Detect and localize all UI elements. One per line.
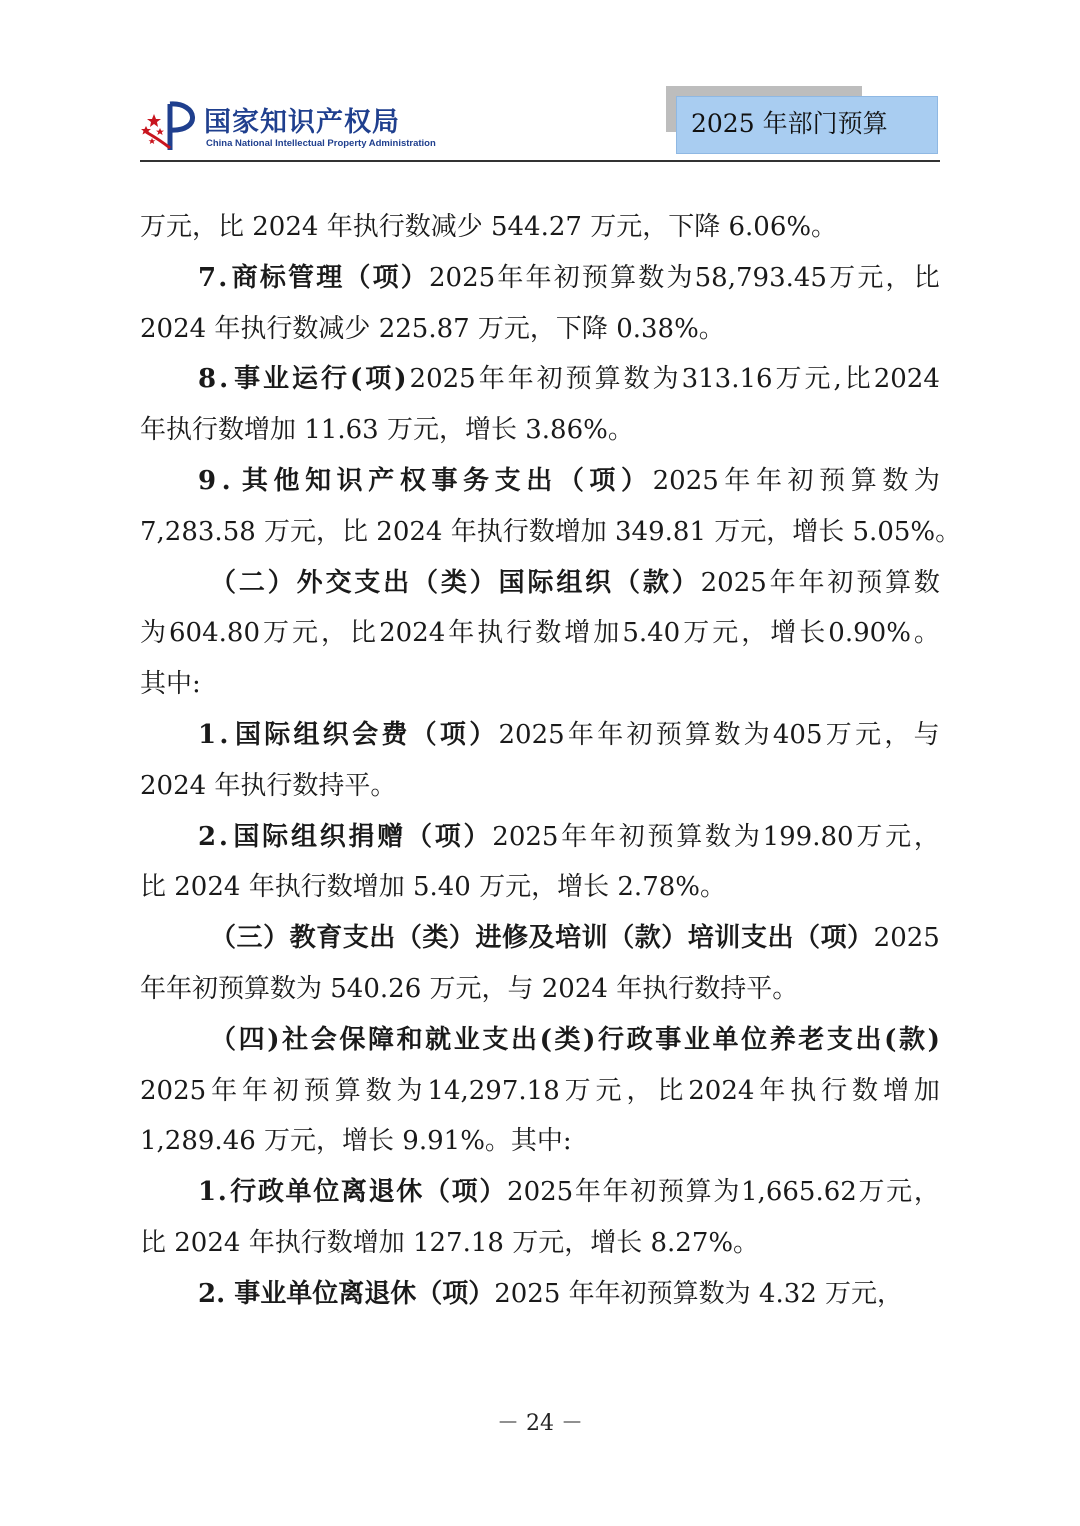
text-line	[140, 405, 940, 456]
text-line: （ 二 ） 外 交 支 出 （ 类 ） 国 际 组 织 （ 款 ） 2025 年 年 初 预 算 数	[210, 567, 940, 598]
page-header	[140, 84, 940, 164]
line-text: 7,283.58 万元，比 2024 年执行数增加 349.81 万元，增长 5.05%。	[140, 516, 962, 547]
text-line	[140, 202, 940, 253]
text-line	[140, 1269, 940, 1320]
text-line	[140, 507, 962, 558]
header-rule	[140, 160, 940, 162]
paragraph	[140, 1015, 940, 1167]
text-line: 2 . 国 际 组 织 捐 赠 （ 项 ） 2025 年 年 初 预 算 数 为 199.80 万 元 ，	[198, 821, 940, 852]
bold-heading: 2. 事业单位离退休（项）	[198, 1278, 495, 1309]
text-line: 为 604.80 万 元 ， 比 2024 年 执 行 数 增 加 5.40 万 元 ， 增 长 0.90% 。	[140, 618, 940, 649]
text-line: 9 . 其 他 知 识 产 权 事 务 支 出 （ 项 ） 2025 年 年 初 预 算 数 为	[198, 465, 940, 496]
paragraph	[140, 456, 962, 558]
text-line	[140, 862, 940, 913]
text-line	[140, 659, 940, 710]
page-number: － 24 －	[497, 1411, 583, 1436]
header-tag: 2025 年部门预算	[676, 96, 938, 154]
text-line: （ 三 ） 教 育 支 出 （ 类 ） 进 修 及 培 训 （ 款 ） 培 训 支 出 （ 项 ） 2025	[210, 923, 940, 954]
paragraph	[140, 354, 940, 456]
line-text: 1,289.46 万元，增长 9.91%。其中:	[140, 1126, 572, 1157]
line-text: 2024 年执行数持平。	[140, 770, 397, 801]
line-text: 年执行数增加 11.63 万元，增长 3.86%。	[140, 415, 634, 446]
paragraph	[140, 812, 940, 914]
line-text: 2024 年执行数减少 225.87 万元，下降 0.38%。	[140, 313, 725, 344]
paragraph	[140, 202, 940, 253]
text-line	[140, 1218, 940, 1269]
paragraph	[140, 1167, 940, 1269]
line-text: 万元，比 2024 年执行数减少 544.27 万元，下降 6.06%。	[140, 212, 838, 242]
cnipa-logo	[140, 98, 440, 158]
line-text: 比 2024 年执行数增加 5.40 万元，增长 2.78%。	[140, 872, 726, 903]
line-text: 2025 年年初预算数为 4.32 万元，	[494, 1278, 904, 1309]
cnipa-emblem-icon	[140, 98, 202, 154]
text-line	[140, 304, 940, 355]
text-line: 8 . 事 业 运 行 ( 项 ) 2025 年 年 初 预 算 数 为 313.16 万 元 , 比 2024	[198, 364, 940, 395]
paragraph	[140, 1269, 940, 1320]
paragraph	[140, 913, 940, 1015]
text-line: 2025 年 年 初 预 算 数 为 14,297.18 万 元 ， 比 2024 年 执 行 数 增 加	[140, 1075, 940, 1106]
text-line: （ 四 ) 社 会 保 障 和 就 业 支 出 ( 类 ) 行 政 事 业 单 位 养 老 支 出 ( 款 )	[210, 1024, 940, 1055]
line-text: 年年初预算数为 540.26 万元，与 2024 年执行数持平。	[140, 973, 799, 1004]
logo-english-name: China National Intellectual Property Administration	[206, 138, 436, 149]
text-line: 1 . 行 政 单 位 离 退 休 （ 项 ） 2025 年 年 初 预 算 为 1,665.62 万 元 ，	[198, 1177, 940, 1208]
line-text: 其中:	[140, 669, 201, 700]
text-line: 7 . 商 标 管 理 （ 项 ） 2025 年 年 初 预 算 数 为 58,793.45 万 元 ， 比	[198, 262, 940, 293]
paragraph	[140, 558, 940, 710]
text-line	[140, 761, 940, 812]
logo-chinese-name: 国家知识产权局	[204, 107, 400, 138]
line-text: 比 2024 年执行数增加 127.18 万元，增长 8.27%。	[140, 1227, 760, 1258]
text-line: 1 . 国 际 组 织 会 费 （ 项 ） 2025 年 年 初 预 算 数 为 405 万 元 ， 与	[198, 719, 940, 750]
text-line	[140, 964, 940, 1015]
paragraph	[140, 253, 940, 355]
text-line	[140, 1116, 940, 1167]
paragraph	[140, 710, 940, 812]
document-body	[140, 202, 962, 1320]
